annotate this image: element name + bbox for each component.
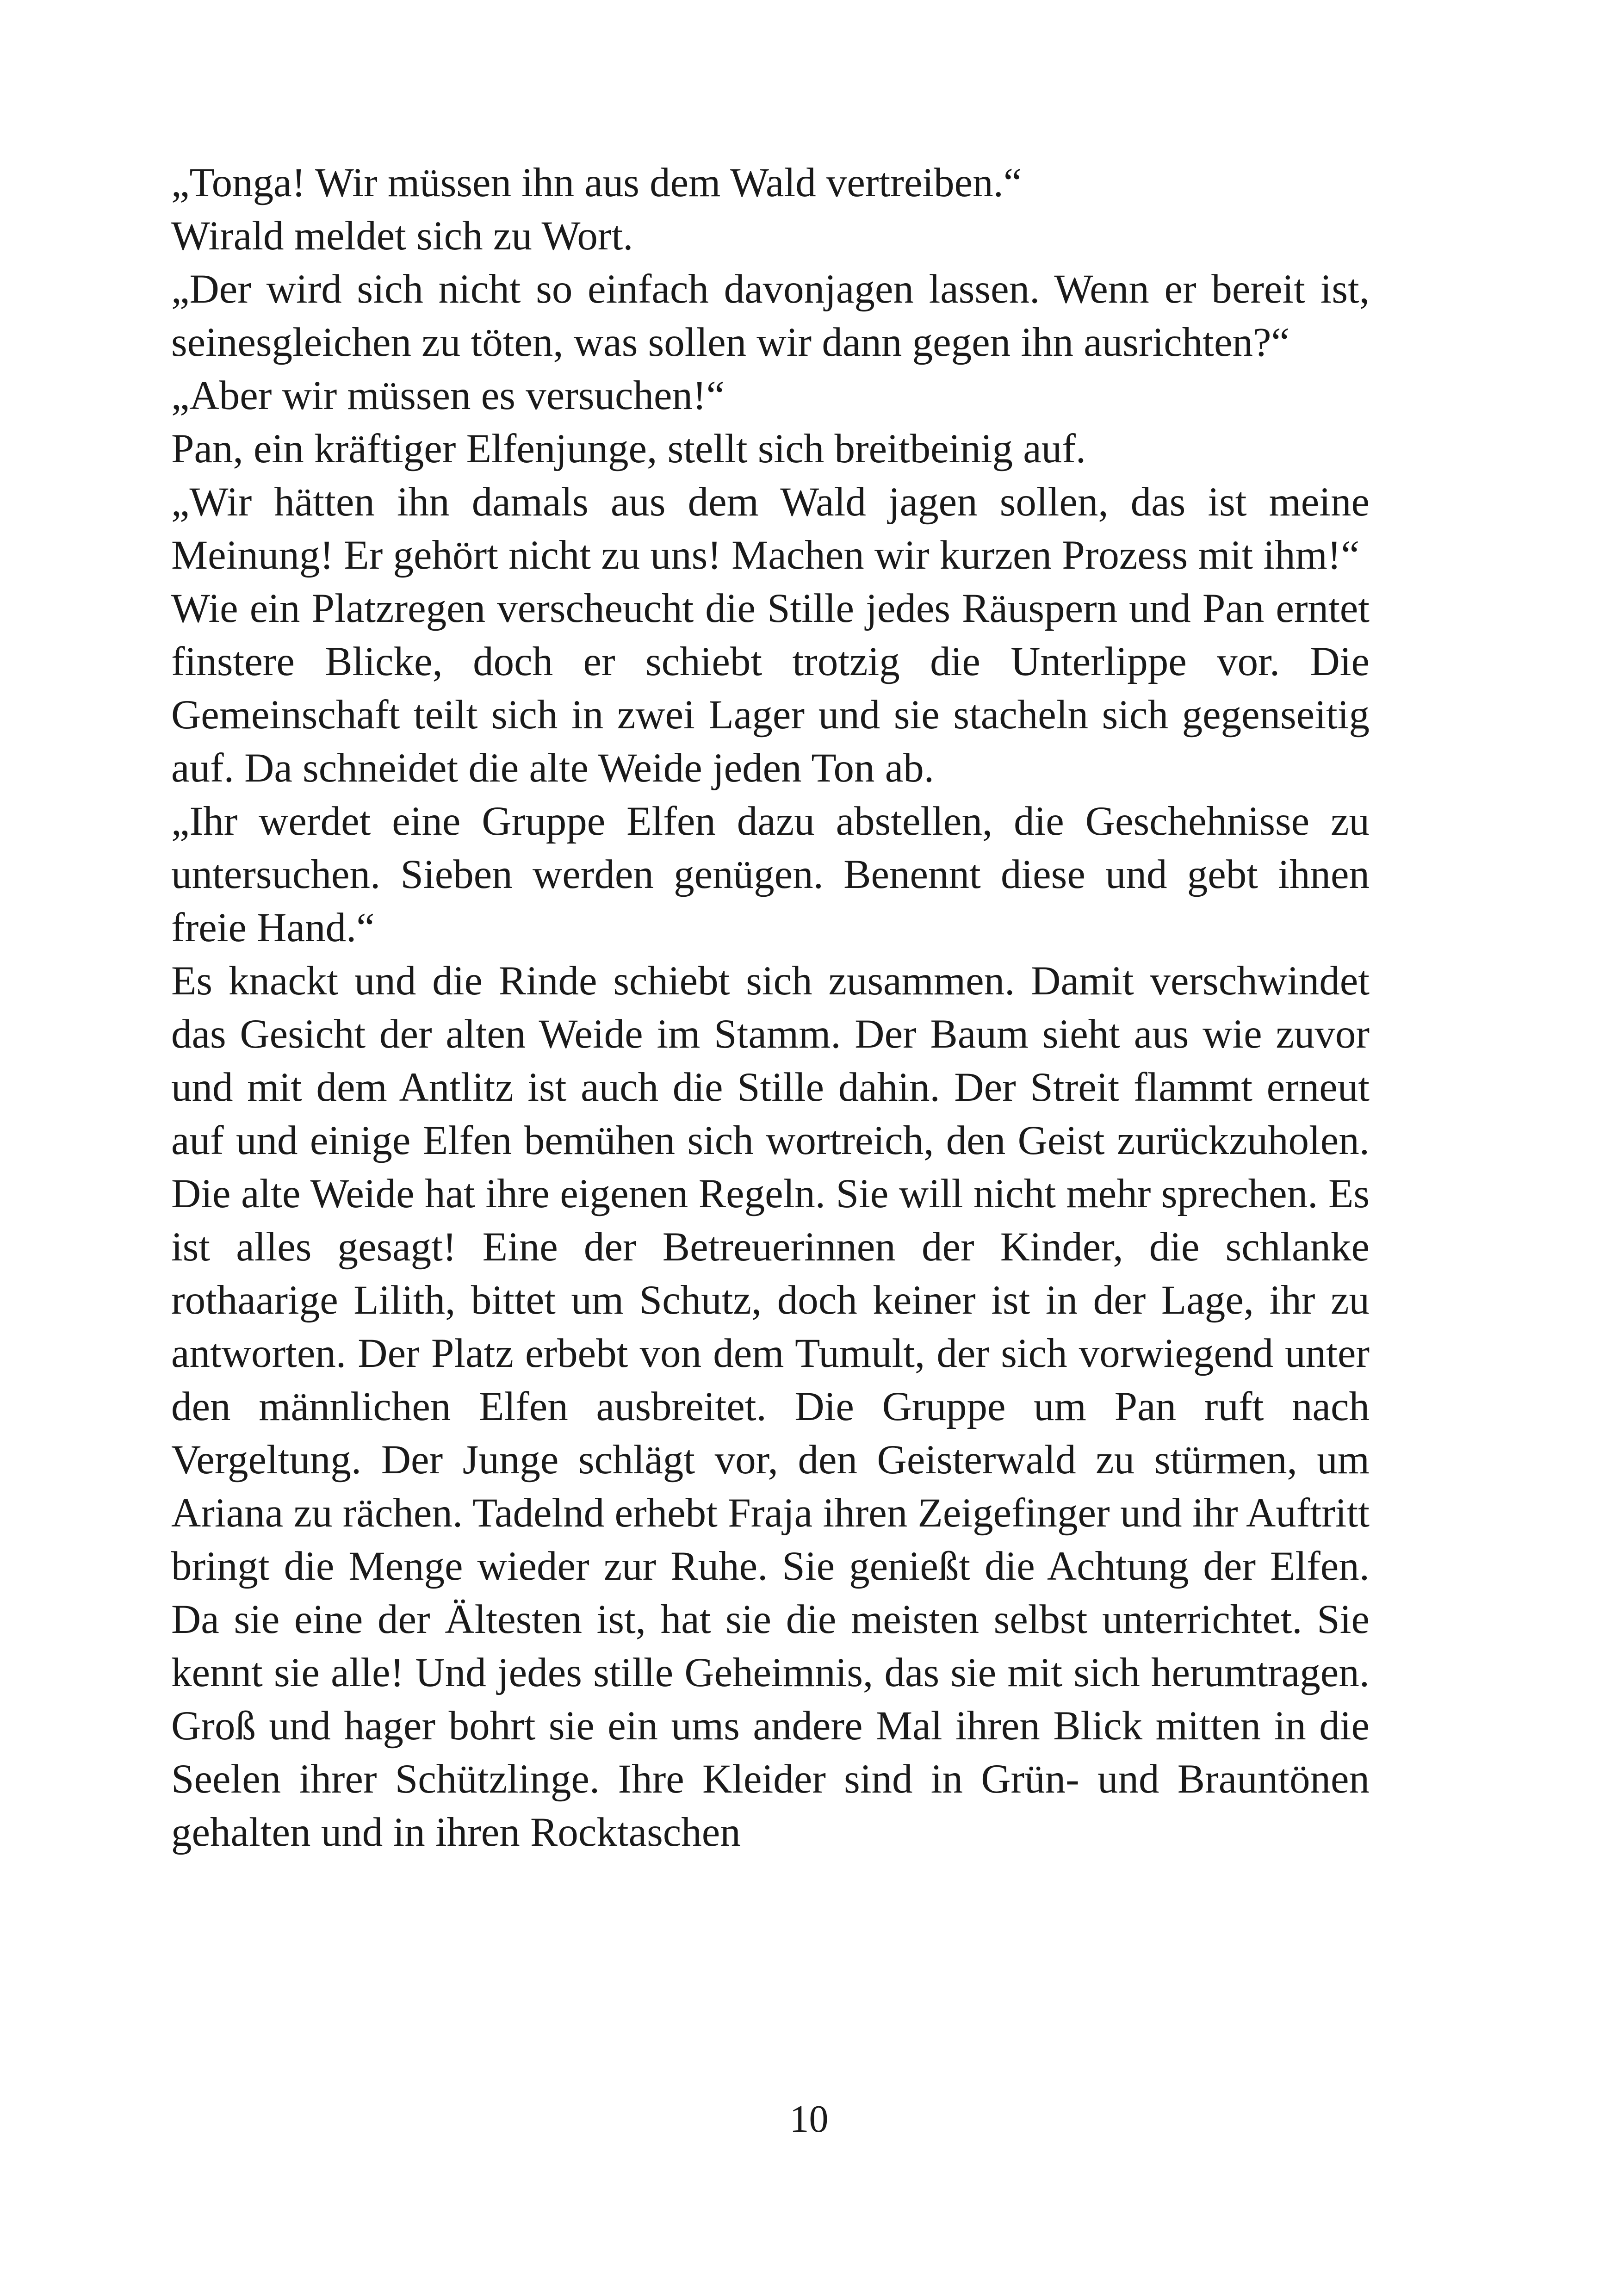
- paragraph: „Ihr werdet eine Gruppe Elfen dazu abstellen, die Geschehnisse zu untersuchen. Sieben werden genügen. Benennt diese und gebt ihnen freie Hand.“: [171, 799, 1370, 950]
- paragraph: „Wir hätten ihn damals aus dem Wald jagen sollen, das ist meine Meinung! Er gehört nicht zu uns! Machen wir kurzen Prozess mit ihm!“: [171, 479, 1370, 578]
- paragraph: Wie ein Platzregen verscheucht die Stille jedes Räuspern und Pan erntet finstere Blicke, doch er schiebt trotzig die Unterlippe vor. Die Gemeinschaft teilt sich in zwei Lager und sie stacheln sich gegenseitig auf. Da schneidet die alte Weide jeden Ton ab.: [171, 586, 1370, 791]
- paragraph: Pan, ein kräftiger Elfenjunge, stellt sich breitbeinig auf.: [171, 426, 1086, 472]
- paragraph: „Aber wir müssen es versuchen!“: [171, 373, 725, 418]
- paragraph: „Tonga! Wir müssen ihn aus dem Wald vertreiben.“: [171, 160, 1022, 205]
- page-number: 10: [789, 2097, 829, 2141]
- page-body-text: [171, 156, 1370, 1859]
- paragraph: Wirald meldet sich zu Wort.: [171, 213, 633, 259]
- paragraph: Es knackt und die Rinde schiebt sich zusammen. Damit verschwindet das Gesicht der alten Weide im Stamm. Der Baum sieht aus wie zuvor und mit dem Antlitz ist auch die Stille dahin. Der Streit flammt erneut auf und einige Elfen bemühen sich wortreich, den Geist zurückzuholen. Die alte Weide hat ihre eigenen Regeln. Sie will nicht mehr sprechen. Es ist alles gesagt! Eine der Betreuerinnen der Kinder, die schlanke rothaarige Lilith, bittet um Schutz, doch keiner ist in der Lage, ihr zu antworten. Der Platz erbebt von dem Tumult, der sich vorwiegend unter den männlichen Elfen ausbreitet. Die Gruppe um Pan ruft nach Vergeltung. Der Junge schlägt vor, den Geisterwald zu stürmen, um Ariana zu rächen. Tadelnd erhebt Fraja ihren Zeigefinger und ihr Auftritt bringt die Menge wieder zur Ruhe. Sie genießt die Achtung der Elfen. Da sie eine der Ältesten ist, hat sie die meisten selbst unterrichtet. Sie kennt sie alle! Und jedes stille Geheimnis, das sie mit sich herumtragen. Groß und hager bohrt sie ein ums andere Mal ihren Blick mitten in die Seelen ihrer Schützlinge. Ihre Kleider sind in Grün- und Brauntönen gehalten und in ihren Rocktaschen: [171, 958, 1370, 1855]
- paragraph: „Der wird sich nicht so einfach davonjagen lassen. Wenn er bereit ist, seinesgleichen zu töten, was sollen wir dann gegen ihn ausrichten?“: [171, 267, 1370, 365]
